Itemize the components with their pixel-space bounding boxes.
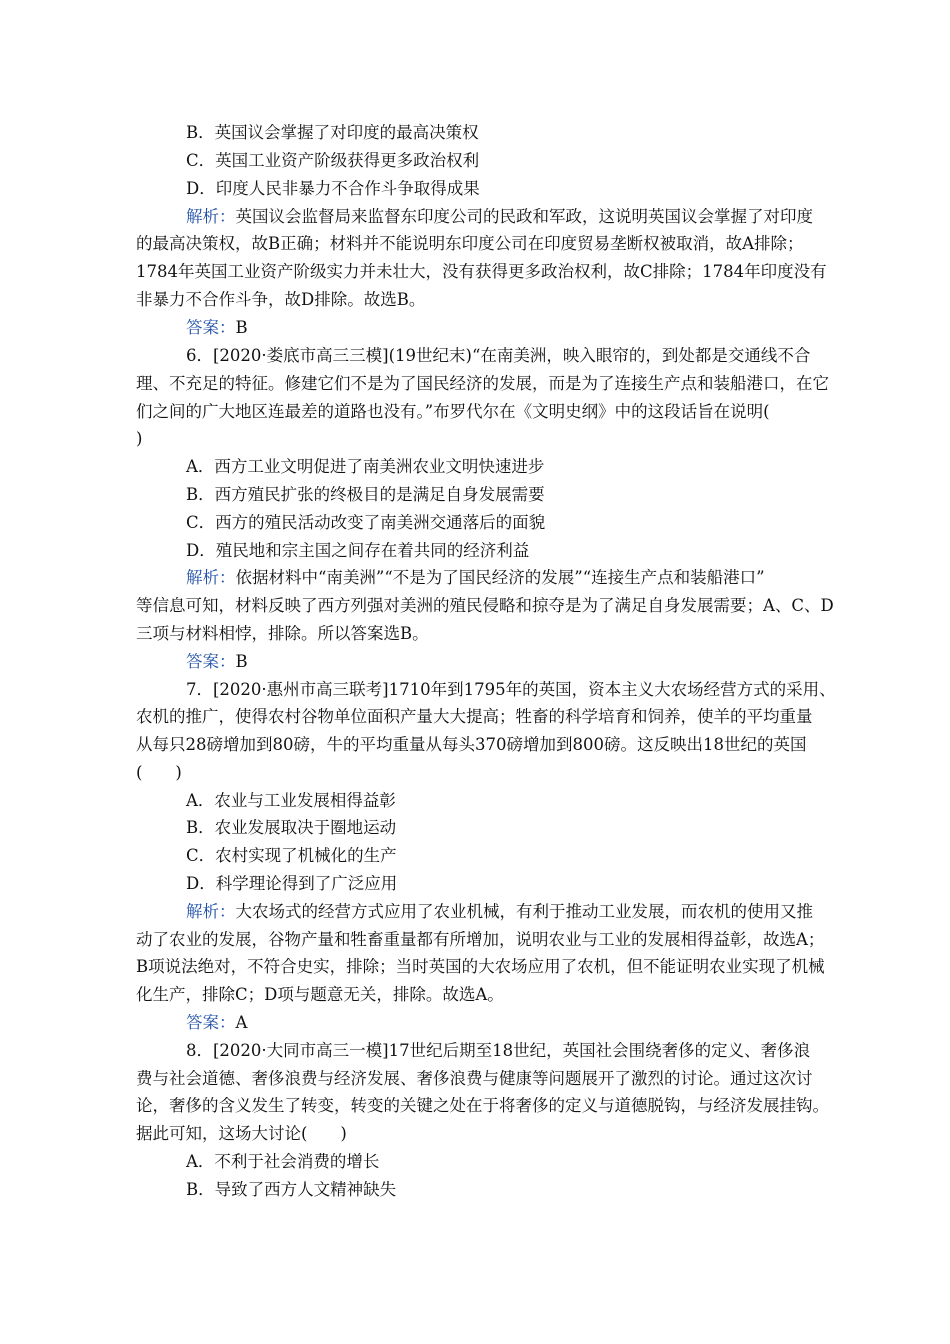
q5-option-b: B．英国议会掌握了对印度的最高决策权 bbox=[186, 123, 479, 142]
q6-option-b: B．西方殖民扩张的终极目的是满足自身发展需要 bbox=[186, 485, 545, 504]
q6-stem-line-3: 们之间的广大地区连最差的道路也没有。”布罗代尔在《文明史纲》中的这段话旨在说明( bbox=[136, 402, 770, 421]
q8-option-a: A．不利于社会消费的增长 bbox=[186, 1152, 380, 1171]
q6-answer bbox=[186, 652, 866, 672]
q5-analysis-line-4: 非暴力不合作斗争，故D排除。故选B。 bbox=[136, 290, 426, 309]
q6-analysis-line-3: 三项与材料相悖，排除。所以答案选B。 bbox=[136, 624, 429, 643]
q6-option-c: C．西方的殖民活动改变了南美洲交通落后的面貌 bbox=[186, 513, 546, 532]
q8-option-b: B．导致了西方人文精神缺失 bbox=[186, 1180, 397, 1199]
q7-option-d: D．科学理论得到了广泛应用 bbox=[186, 874, 398, 893]
q7-analysis-line-2: 动了农业的发展，谷物产量和牲畜重量都有所增加，说明农业与工业的发展相得益彰，故选A； bbox=[136, 930, 825, 949]
q5-analysis-line-1: 解析：英国议会监督局来监督东印度公司的民政和军政，这说明英国议会掌握了对印度 bbox=[186, 207, 813, 226]
q7-stem-line-2: 农机的推广，使得农村谷物单位面积产量大大提高；牲畜的科学培育和饲养，使羊的平均重量 bbox=[136, 707, 813, 726]
q6-answer-value: B bbox=[235, 652, 248, 671]
q5-answer-value: B bbox=[235, 318, 248, 337]
q8-stem-line-4: 据此可知，这场大讨论( ) bbox=[136, 1124, 347, 1143]
q7-analysis-line-1: 解析：大农场式的经营方式应用了农业机械，有利于推动工业发展，而农机的使用又推 bbox=[186, 902, 813, 921]
q6-analysis-label: 解析： bbox=[186, 568, 236, 587]
q6-stem-line-4: ) bbox=[136, 429, 143, 448]
q6-option-d: D．殖民地和宗主国之间存在着共同的经济利益 bbox=[186, 541, 530, 560]
q6-analysis-line-1: 解析：依据材料中“南美洲”“不是为了国民经济的发展”“连接生产点和装船港口” bbox=[186, 568, 765, 587]
q7-stem-line-1: 7．[2020·惠州市高三联考]1710年到1795年的英国，资本主义大农场经营方式的采用、 bbox=[186, 680, 836, 699]
q7-stem-line-4: ( ) bbox=[136, 763, 182, 782]
q7-analysis-label: 解析： bbox=[186, 902, 236, 921]
q5-option-d: D．印度人民非暴力不合作斗争取得成果 bbox=[186, 179, 480, 198]
q6-analysis-line-2: 等信息可知，材料反映了西方列强对美洲的殖民侵略和掠夺是为了满足自身发展需要；A、C、D bbox=[136, 596, 834, 615]
q7-answer-label: 答案： bbox=[186, 1013, 236, 1032]
q7-stem-line-3: 从每只28磅增加到80磅，牛的平均重量从每头370磅增加到800磅。这反映出18世纪的英国 bbox=[136, 735, 807, 754]
q5-option-c: C．英国工业资产阶级获得更多政治权利 bbox=[186, 151, 480, 170]
q8-stem-line-2: 费与社会道德、奢侈浪费与经济发展、奢侈浪费与健康等问题展开了激烈的讨论。通过这次讨 bbox=[136, 1069, 813, 1088]
q7-answer bbox=[186, 1013, 866, 1033]
q6-answer-label: 答案： bbox=[186, 652, 236, 671]
q7-option-c: C．农村实现了机械化的生产 bbox=[186, 846, 397, 865]
q7-analysis-line-4: 化生产，排除C；D项与题意无关，排除。故选A。 bbox=[136, 985, 504, 1004]
q5-answer-label: 答案： bbox=[186, 318, 236, 337]
q8-stem-line-3: 论，奢侈的含义发生了转变，转变的关键之处在于将奢侈的定义与道德脱钩，与经济发展挂钩。 bbox=[136, 1096, 829, 1115]
q8-stem-line-1: 8．[2020·大同市高三一模]17世纪后期至18世纪，英国社会围绕奢侈的定义、奢侈浪 bbox=[186, 1041, 811, 1060]
q7-option-a: A．农业与工业发展相得益彰 bbox=[186, 791, 396, 810]
q7-analysis-line-3: B项说法绝对，不符合史实，排除；当时英国的大农场应用了农机，但不能证明农业实现了机械 bbox=[136, 957, 825, 976]
q5-answer bbox=[186, 318, 866, 338]
q7-answer-value: A bbox=[235, 1013, 248, 1032]
q6-stem-line-1: 6．[2020·娄底市高三三模](19世纪末)“在南美洲，映入眼帘的，到处都是交通线不合 bbox=[186, 346, 811, 365]
q5-analysis-line-3: 1784年英国工业资产阶级实力并未壮大，没有获得更多政治权利，故C排除；1784年印度没有 bbox=[136, 262, 827, 281]
q7-option-b: B．农业发展取决于圈地运动 bbox=[186, 818, 397, 837]
q5-analysis-label: 解析： bbox=[186, 207, 236, 226]
q5-analysis-line-2: 的最高决策权，故B正确；材料并不能说明东印度公司在印度贸易垄断权被取消，故A排除； bbox=[136, 234, 804, 253]
q6-stem-line-2: 理、不充足的特征。修建它们不是为了国民经济的发展，而是为了连接生产点和装船港口，在它 bbox=[136, 374, 829, 393]
q6-option-a: A．西方工业文明促进了南美洲农业文明快速进步 bbox=[186, 457, 545, 476]
